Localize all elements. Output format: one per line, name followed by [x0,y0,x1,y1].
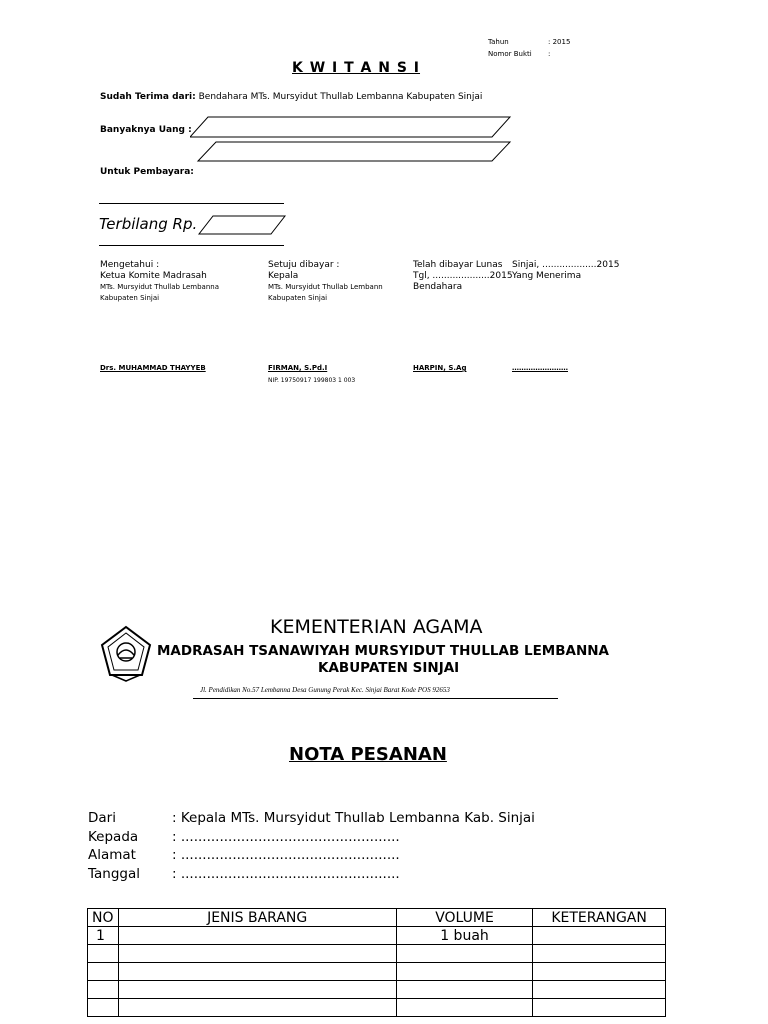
letterhead-rule [193,698,558,699]
sign-col2-line: MTs. Mursyidut Thullab Lembann [268,283,383,291]
sign-col-komite [100,260,240,304]
cell-empty[interactable] [396,963,532,981]
sign-col4-line: Yang Menerima [512,271,582,281]
col-header-volume: VOLUME [396,909,532,927]
cell-empty[interactable] [88,963,119,981]
sign-col3-line: Bendahara [413,282,463,292]
cell-empty[interactable] [88,999,119,1017]
cell-empty[interactable] [396,999,532,1017]
terbilang-bottom-rule [99,245,284,246]
untuk-pembayaran-label: Untuk Pembayara: [100,167,194,177]
cell-barang[interactable] [118,927,396,945]
tahun-value: : 2015 [548,38,571,46]
nip-kepala: NIP. 19750917 199803 1 003 [268,377,356,384]
cell-empty[interactable] [533,963,666,981]
terbilang-top-rule [99,203,284,204]
name-penerima: …………………… [512,364,568,372]
cell-empty[interactable] [88,945,119,963]
sudah-terima-row [100,92,482,102]
sudah-terima-value: Bendahara MTs. Mursyidut Thullab Lembanna Kabupaten Sinjai [198,92,483,102]
letterhead-school: MADRASAH TSANAWIYAH MURSYIDUT THULLAB LEMBANNA [157,643,610,659]
table-header-row [88,909,666,927]
letterhead-address: Jl. Pendidikan No.57 Lembanna Desa Gunung Perak Kec. Sinjai Barat Kode POS 92653 [200,686,450,694]
nota-field-tanggal [88,865,535,884]
terbilang-input-box[interactable] [199,216,285,234]
name-kepala: FIRMAN, S.Pd.I [268,364,328,372]
col-header-no: NO [88,909,119,927]
nomor-bukti-value: : [548,50,551,58]
sign-col2-line: Setuju dibayar : [268,260,340,270]
cell-empty[interactable] [533,981,666,999]
cell-empty[interactable] [396,981,532,999]
sign-col-bendahara [413,260,513,293]
table-row [88,927,666,945]
field-value: : ................................................... [172,865,400,882]
cell-no: 1 [88,927,119,945]
sign-col1-line: Ketua Komite Madrasah [100,271,207,281]
kwitansi-title: K W I T A N S I [292,60,421,76]
field-value: : ................................................... [172,828,400,845]
field-value: : ................................................... [172,847,400,863]
cell-empty[interactable] [88,981,119,999]
amount-box-1[interactable] [190,117,510,137]
terbilang-label: Terbilang Rp. [99,215,198,233]
letterhead-district: KABUPATEN SINJAI [318,660,460,676]
nota-field-kepada [88,828,535,847]
sign-col1-line: MTs. Mursyidut Thullab Lembanna [100,283,219,291]
sign-col2-line: Kabupaten Sinjai [268,294,328,302]
sign-col3-line: Telah dibayar Lunas [413,260,503,270]
table-row [88,981,666,999]
col-header-keterangan: KETERANGAN [533,909,666,927]
field-label: Alamat [88,847,136,863]
sign-col4-line: Sinjai, ...................2015 [512,260,620,270]
nota-field-dari [88,809,535,828]
col-header-jenis-barang: JENIS BARANG [118,909,396,927]
cell-empty[interactable] [118,963,396,981]
field-label: Tanggal [88,865,141,882]
table-row [88,999,666,1017]
sign-col-penerima [512,260,619,282]
cell-empty[interactable] [533,999,666,1017]
cell-empty[interactable] [396,945,532,963]
letterhead-ministry: KEMENTERIAN AGAMA [270,616,483,638]
cell-volume: 1 buah [396,927,532,945]
nomor-bukti-label: Nomor Bukti [488,50,532,58]
sign-col3-line: Tgl, ....................2015 [413,271,513,281]
sign-col-kepala [268,260,408,304]
cell-empty[interactable] [118,999,396,1017]
kemenag-logo-icon [100,625,152,683]
name-komite: Drs. MUHAMMAD THAYYEB [100,364,206,372]
amount-box-2[interactable] [198,142,510,161]
banyaknya-uang-label: Banyaknya Uang : [100,125,192,135]
sign-col1-line: Kabupaten Sinjai [100,294,160,302]
nota-field-alamat [88,846,535,865]
tahun-label: Tahun [488,38,509,46]
sign-col2-line: Kepala [268,271,299,281]
field-label: Kepada [88,828,139,845]
table-row [88,963,666,981]
nota-title: NOTA PESANAN [289,744,447,765]
table-row [88,945,666,963]
nota-fields [88,809,535,883]
cell-empty[interactable] [118,981,396,999]
field-value: : Kepala MTs. Mursyidut Thullab Lembanna Kab. Sinjai [172,810,535,826]
name-bendahara: HARPIN, S.Ag [413,364,467,372]
amount-boxes [190,112,515,166]
terbilang-box [195,214,287,236]
sudah-terima-label: Sudah Terima dari: [100,92,196,102]
sign-col1-line: Mengetahui : [100,260,160,270]
field-label: Dari [88,810,116,826]
cell-keterangan[interactable] [533,927,666,945]
nota-items-table [87,908,666,1017]
cell-empty[interactable] [118,945,396,963]
cell-empty[interactable] [533,945,666,963]
